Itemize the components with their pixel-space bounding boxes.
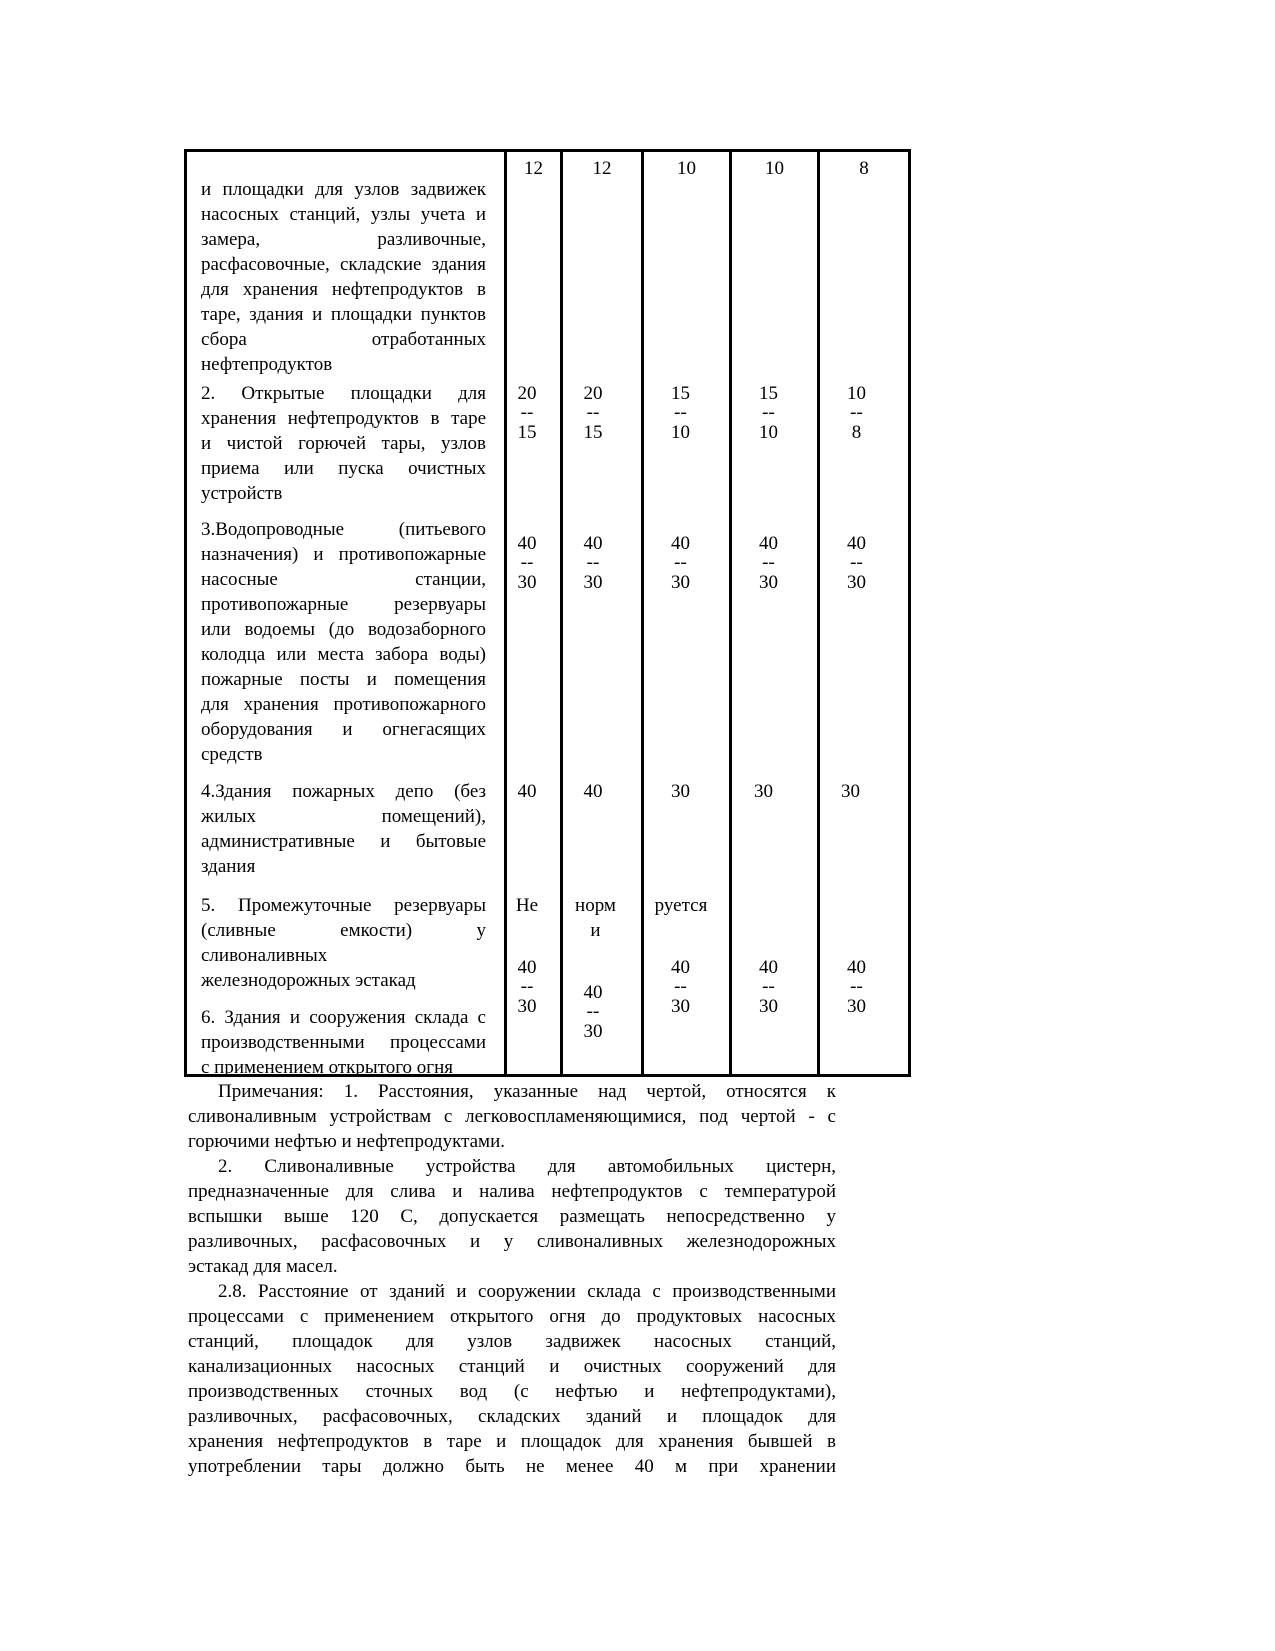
table-cell-header-value: норм <box>575 895 616 916</box>
value-above: 40 <box>759 533 778 554</box>
column-divider <box>817 152 820 1074</box>
value-above: 40 <box>671 533 690 554</box>
table-row-label <box>201 517 486 767</box>
value-below: 30 <box>517 572 537 593</box>
value-below: 30 <box>847 572 866 593</box>
note-line: разливочных, расфасовочных и у сливоналивных железнодорожных <box>188 1231 836 1252</box>
text-line: противопожарные резервуары <box>201 594 486 615</box>
value-below: 30 <box>759 572 778 593</box>
text-line: железнодорожных эстакад <box>201 970 416 991</box>
table-cell-value: 12 <box>524 158 543 179</box>
value-above: 10 <box>847 383 866 404</box>
column-divider <box>641 152 644 1074</box>
text-line: назначения) и противопожарные <box>201 544 486 565</box>
value-above: 40 <box>759 957 778 978</box>
paragraph-line: 2.8. Расстояние от зданий и сооружении склада с производственными <box>218 1281 836 1302</box>
table-cell-value <box>741 381 796 445</box>
column-divider <box>560 152 563 1074</box>
note-line: Примечания: 1. Расстояния, указанные над чертой, относятся к <box>218 1081 836 1102</box>
text-line: устройств <box>201 483 283 504</box>
table-cell-value: 8 <box>859 158 869 179</box>
value-separator: -- <box>520 976 534 997</box>
value-separator: -- <box>850 552 863 573</box>
note-line: 2. Сливоналивные устройства для автомобильных цистерн, <box>218 1156 836 1177</box>
value-separator: -- <box>850 402 863 423</box>
text-line: 3.Водопроводные (питьевого <box>201 519 486 540</box>
value-separator: -- <box>674 976 687 997</box>
value-below: 10 <box>671 422 690 443</box>
table-cell-value <box>507 955 547 1019</box>
text-line: и площадки для узлов задвижек <box>201 179 486 200</box>
text-line: насосные станции, <box>201 569 486 590</box>
text-line: оборудования и огнегасящих <box>201 719 486 740</box>
value-separator: -- <box>674 402 687 423</box>
text-line: насосных станций, узлы учета и <box>201 204 486 225</box>
paragraph-line: процессами с применением открытого огня до продуктовых насосных <box>188 1306 836 1327</box>
value-below: 30 <box>671 572 690 593</box>
text-line: сливоналивных <box>201 945 328 966</box>
value-below: 30 <box>759 996 778 1017</box>
table-cell-value: 12 <box>592 158 612 179</box>
value-separator: -- <box>520 402 534 423</box>
table-cell-header-value: Не <box>515 895 539 916</box>
value-below: 30 <box>847 996 866 1017</box>
table-cell-value <box>741 531 796 595</box>
text-line: пожарные посты и помещения <box>201 669 486 690</box>
table-row-label <box>201 381 486 506</box>
distance-table <box>184 149 911 1077</box>
note-line: эстакад для масел. <box>188 1256 338 1277</box>
note-line: вспышки выше 120 С, допускается размещать непосредственно у <box>188 1206 836 1227</box>
note-line: сливоналивным устройствам с легковоспламеняющимися, под чертой - с <box>188 1106 836 1127</box>
value-above: 40 <box>517 533 537 554</box>
value-above: 40 <box>583 533 603 554</box>
table-cell-value <box>507 381 547 445</box>
table-cell-value: 40 <box>517 781 537 802</box>
value-separator: -- <box>586 1001 600 1022</box>
value-above: 40 <box>671 957 690 978</box>
table-cell-value: 40 <box>583 781 603 802</box>
text-line: хранения нефтепродуктов в таре <box>201 408 486 429</box>
value-separator: -- <box>586 402 600 423</box>
value-separator: -- <box>850 976 863 997</box>
value-below: 30 <box>583 572 603 593</box>
value-below: 30 <box>583 1021 603 1042</box>
paragraph-line: станций, площадок для узлов задвижек насосных станций, <box>188 1331 836 1352</box>
text-line: приема или пуска очистных <box>201 458 486 479</box>
table-row-label <box>201 893 486 993</box>
table-cell-value <box>829 381 884 445</box>
table-cell-value <box>829 955 884 1019</box>
text-line: расфасовочные, складские здания <box>201 254 486 275</box>
value-above: 15 <box>671 383 690 404</box>
text-line: нефтепродуктов <box>201 354 333 375</box>
text-line: административные и бытовые <box>201 831 486 852</box>
text-line: или водоемы (до водозаборного <box>201 619 486 640</box>
text-line: колодца или места забора воды) <box>201 644 486 665</box>
value-below: 30 <box>517 996 537 1017</box>
value-below: 15 <box>517 422 537 443</box>
text-line: замера, разливочные, <box>201 229 486 250</box>
column-divider <box>729 152 732 1074</box>
text-line: жилых помещений), <box>201 806 486 827</box>
value-below: 15 <box>583 422 603 443</box>
table-cell-value <box>653 381 708 445</box>
table-cell-value <box>573 531 613 595</box>
value-above: 20 <box>583 383 603 404</box>
column-divider <box>504 152 507 1074</box>
table-cell-value <box>573 381 613 445</box>
value-below: 8 <box>851 422 862 443</box>
text-line: для хранения противопожарного <box>201 694 486 715</box>
table-cell-value: 30 <box>671 781 690 802</box>
note-line: горючими нефтью и нефтепродуктами. <box>188 1131 505 1152</box>
paragraph-line: канализационных насосных станций и очистных сооружений для <box>188 1356 836 1377</box>
text-line: и чистой горючей тары, узлов <box>201 433 486 454</box>
table-cell-header-value: руется <box>654 895 708 916</box>
value-above: 40 <box>847 533 866 554</box>
text-line: 5. Промежуточные резервуары <box>201 895 486 916</box>
value-above: 15 <box>759 383 778 404</box>
text-line: 2. Открытые площадки для <box>201 383 486 404</box>
value-below: 30 <box>671 996 690 1017</box>
text-line: производственными процессами <box>201 1032 486 1053</box>
text-line: таре, здания и площадки пунктов <box>201 304 486 325</box>
table-cell-value: 10 <box>765 158 784 179</box>
table-row-label <box>201 1005 486 1080</box>
table-cell-value <box>507 531 547 595</box>
table-row-label <box>201 779 486 879</box>
value-above: 40 <box>517 957 537 978</box>
table-cell-value <box>653 531 708 595</box>
table-cell-value <box>653 955 708 1019</box>
paragraph-line: употреблении тары должно быть не менее 40 м при хранении <box>188 1456 836 1477</box>
text-line: средств <box>201 744 263 765</box>
value-separator: -- <box>586 552 600 573</box>
value-separator: -- <box>762 976 775 997</box>
value-above: 20 <box>517 383 537 404</box>
value-separator: -- <box>762 402 775 423</box>
text-line: с применением открытого огня <box>201 1057 453 1078</box>
table-cell-header-value: и <box>590 920 601 941</box>
table-cell-value: 30 <box>841 781 860 802</box>
value-separator: -- <box>674 552 687 573</box>
table-cell-value <box>741 955 796 1019</box>
paragraph-line: производственных сточных вод (с нефтью и нефтепродуктами), <box>188 1381 836 1402</box>
table-cell-value <box>829 531 884 595</box>
text-line: 6. Здания и сооружения склада с <box>201 1007 486 1028</box>
value-below: 10 <box>759 422 778 443</box>
text-line: 4.Здания пожарных депо (без <box>201 781 486 802</box>
table-cell-value <box>573 980 613 1044</box>
paragraph-line: хранения нефтепродуктов в таре и площадок для хранения бывшей в <box>188 1431 836 1452</box>
table-cell-value: 10 <box>677 158 696 179</box>
text-line: для хранения нефтепродуктов в <box>201 279 486 300</box>
value-separator: -- <box>520 552 534 573</box>
table-row-label <box>201 177 486 377</box>
value-above: 40 <box>847 957 866 978</box>
value-separator: -- <box>762 552 775 573</box>
note-line: предназначенные для слива и налива нефтепродуктов с температурой <box>188 1181 836 1202</box>
value-above: 40 <box>583 982 603 1003</box>
text-line: здания <box>201 856 256 877</box>
paragraph-line: разливочных, расфасовочных, складских зданий и площадок для <box>188 1406 836 1427</box>
table-notes <box>188 1079 836 1479</box>
table-cell-value: 30 <box>754 781 773 802</box>
text-line: (сливные емкости) у <box>201 920 486 941</box>
text-line: сбора отработанных <box>201 329 486 350</box>
